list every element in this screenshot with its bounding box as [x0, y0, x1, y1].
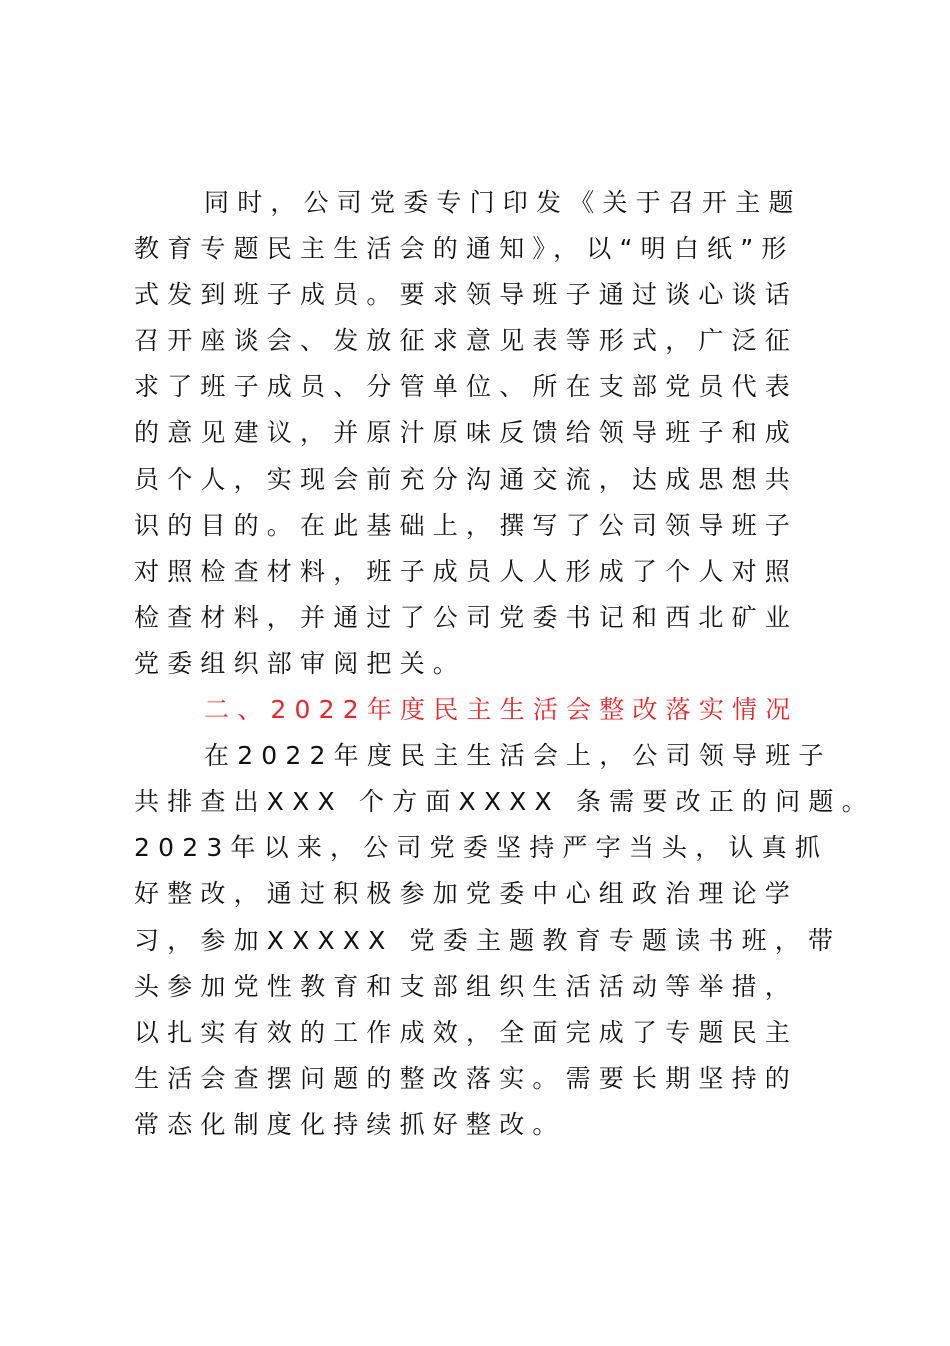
- paragraph-line: 好整改，通过积极参加党委中心组政治理论学: [134, 879, 799, 909]
- paragraph-line: 的意见建议，并原汁原味反馈给领导班子和成: [134, 418, 799, 448]
- paragraph-line: 同时，公司党委专门印发《关于召开主题: [204, 188, 802, 217]
- paragraph-line: 式发到班子成员。要求领导班子通过谈心谈话: [134, 280, 799, 310]
- paragraph-line: 党委组织部审阅把关。: [134, 648, 467, 678]
- paragraph-line: 共排查出XXX 个方面XXXX 条需要改正的问题。: [134, 787, 875, 817]
- section-heading: 二、2022年度民主生活会整改落实情况: [204, 695, 799, 725]
- paragraph-line: 识的目的。在此基础上，撰写了公司领导班子: [134, 510, 799, 540]
- paragraph-line: 头参加党性教育和支部组织生活活动等举措，: [134, 971, 799, 1001]
- paragraph-line: 员个人，实现会前充分沟通交流，达成思想共: [134, 464, 799, 494]
- paragraph-line: 召开座谈会、发放征求意见表等形式，广泛征: [134, 326, 799, 356]
- paragraph-line: 检查材料，并通过了公司党委书记和西北矿业: [134, 602, 799, 632]
- paragraph-line: 在2022年度民主生活会上，公司领导班子: [204, 741, 832, 771]
- paragraph-line: 教育专题民主生活会的通知》，以“明白纸”形: [134, 234, 795, 264]
- paragraph-line: 求了班子成员、分管单位、所在支部党员代表: [134, 372, 799, 402]
- paragraph-line: 生活会查摆问题的整改落实。需要长期坚持的: [134, 1063, 799, 1093]
- paragraph-line: 常态化制度化持续抓好整改。: [134, 1109, 566, 1139]
- document-body: [134, 180, 875, 1148]
- paragraph-line: 对照检查材料，班子成员人人形成了个人对照: [134, 556, 799, 586]
- paragraph-line: 习，参加XXXXX 党委主题教育专题读书班，带: [134, 925, 842, 955]
- paragraph-line: 2023年以来，公司党委坚持严字当头，认真抓: [134, 833, 829, 863]
- paragraph-line: 以扎实有效的工作成效，全面完成了专题民主: [134, 1017, 799, 1047]
